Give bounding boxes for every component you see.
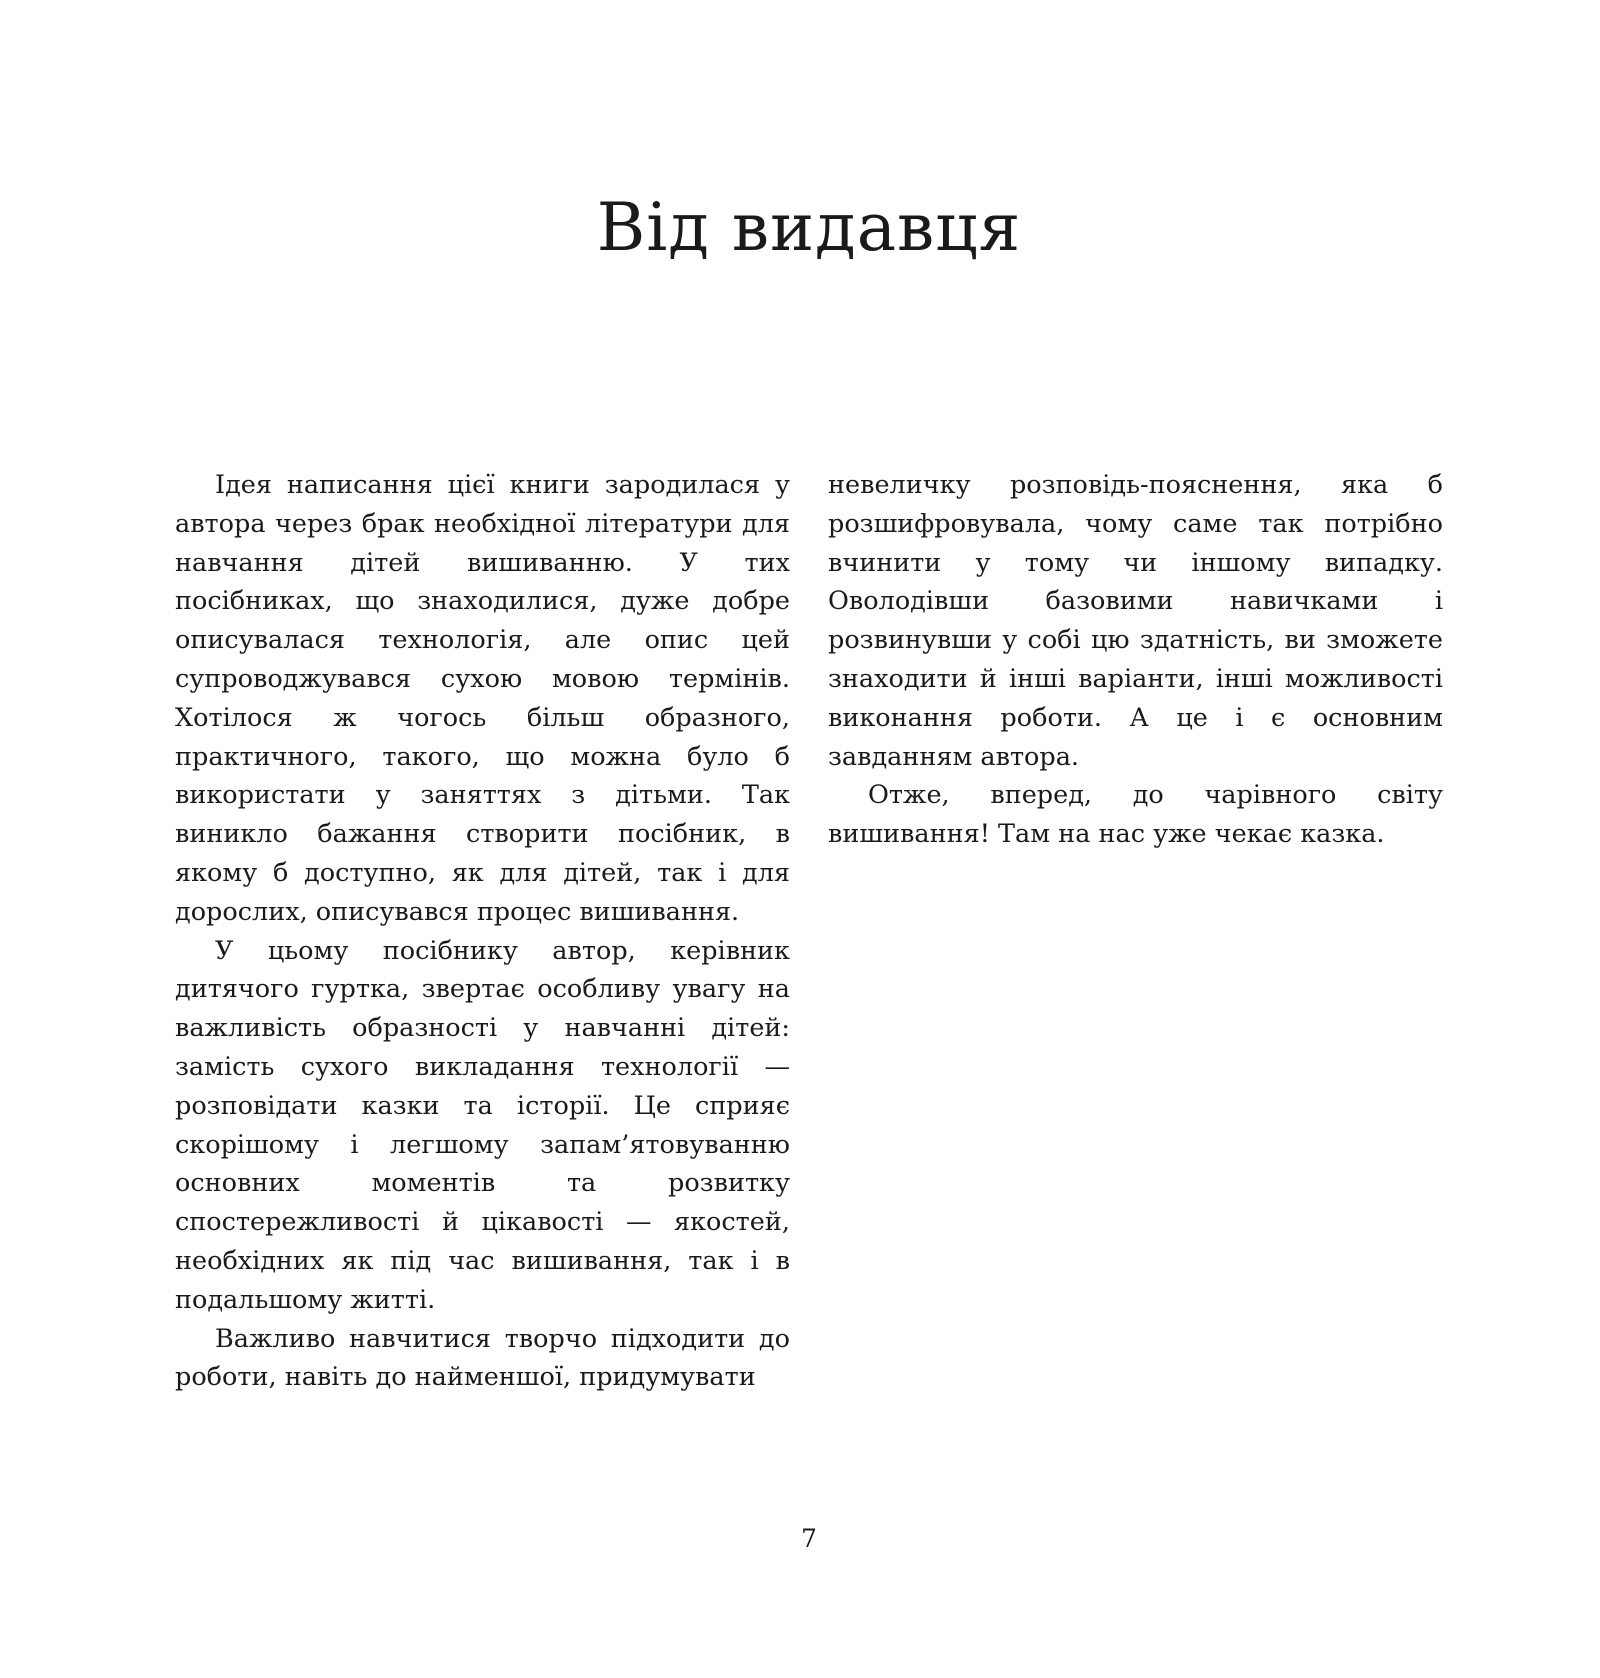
- right-column: [828, 466, 1443, 1397]
- paragraph-3-continued: невеличку розповідь-пояснення, яка б розшифровувала, чому саме так потрібно вчинити у тому чи іншому випадку. Оволодівши базовими навичками і розвинувши у собі цю здатність, ви зможете знаходити й інші варіанти, інші можливості виконання роботи. А це і є основним завданням автора.: [828, 470, 1443, 772]
- left-column: [175, 466, 790, 1397]
- paragraph-1: Ідея написання цієї книги зародилася у автора через брак необхідної літератури для навчання дітей вишиванню. У тих посібниках, що знаходилися, дуже добре описувалася технологія, але опис цей супроводжувався сухою мовою термінів. Хотілося ж чогось більш образного, практичного, такого, що можна було б використати у заняттях з дітьми. Так виникло бажання створити посібник, в якому б доступно, як для дітей, так і для дорослих, описувався процес вишивання.: [175, 470, 790, 927]
- paragraph-4: Отже, вперед, до чарівного світу вишивання! Там на нас уже чекає казка.: [828, 780, 1443, 850]
- paragraph-3-start: Важливо навчитися творчо підходити до роботи, навіть до найменшої, придумувати: [175, 1323, 790, 1393]
- text-columns: [175, 466, 1443, 1397]
- page-number: 7: [801, 1524, 817, 1553]
- page-title: Від видавця: [596, 189, 1022, 266]
- paragraph-2: У цьому посібнику автор, керівник дитячого гуртка, звертає особливу увагу на важливість образності у навчанні дітей: замість сухого викладання технології — розповідати казки та історії. Це сприяє скорішому і легшому запам’ятовуванню основних моментів та розвитку спостережливості й цікавості — якостей, необхідних як під час вишивання, так і в подальшому житті.: [175, 935, 790, 1315]
